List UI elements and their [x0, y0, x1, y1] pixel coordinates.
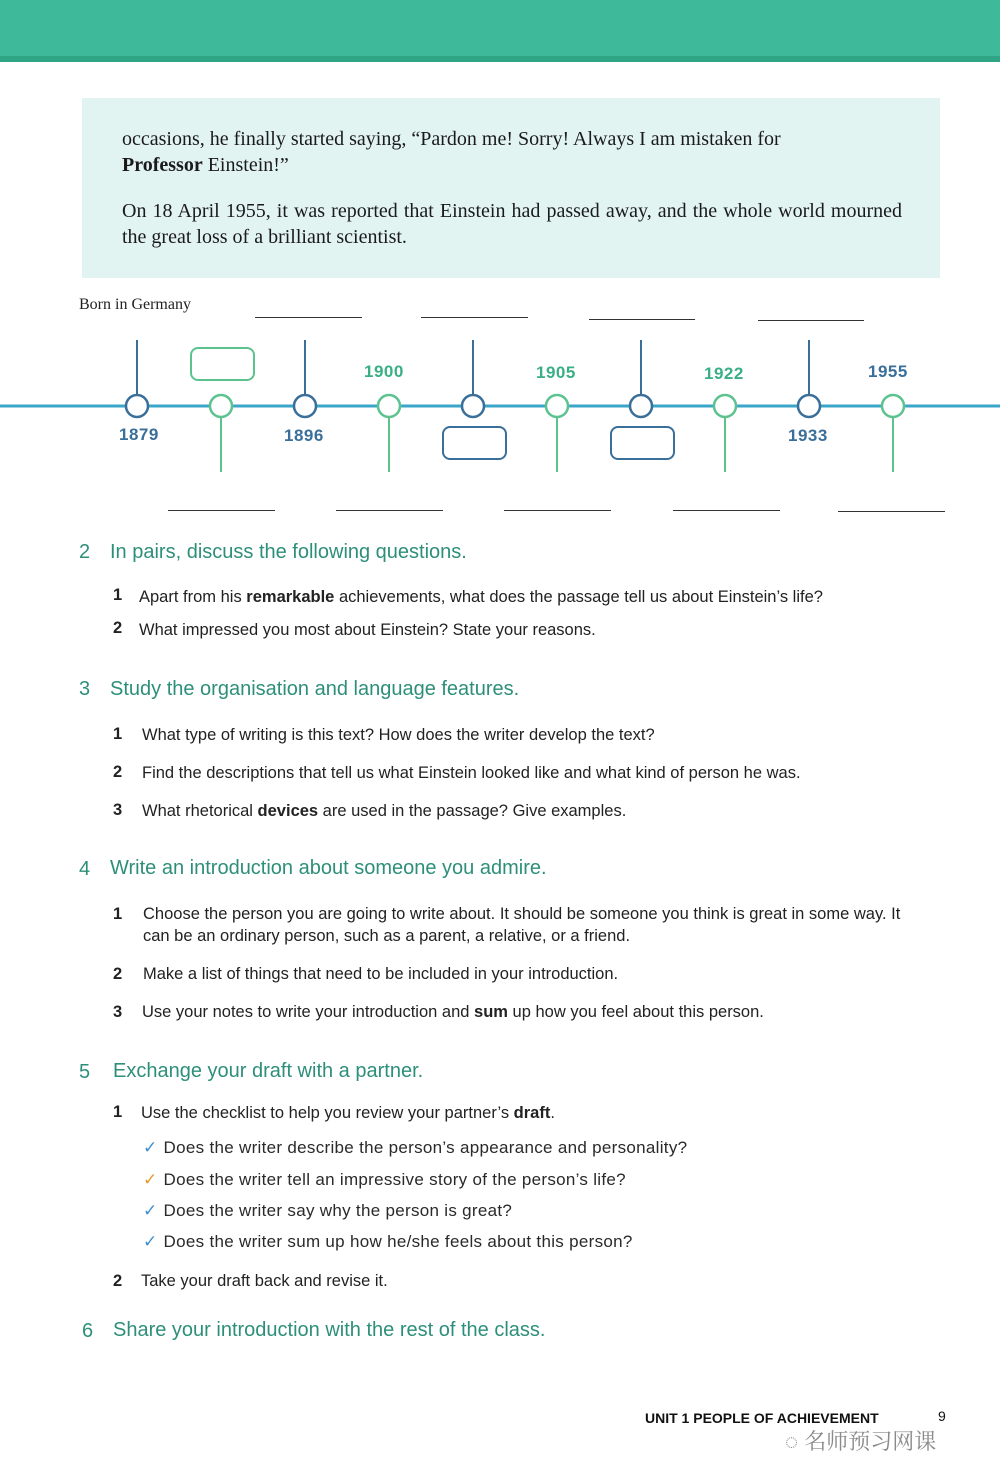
question-number: 2 [113, 1272, 123, 1290]
task-number: 3 [79, 678, 91, 700]
task-title: Exchange your draft with a partner. [113, 1060, 424, 1082]
question-fragment: Apart from his [139, 588, 247, 606]
timeline-node [714, 395, 736, 417]
timeline-year-label: 1905 [536, 363, 576, 382]
question-text [142, 1001, 922, 1023]
question-fragment: . [550, 1104, 555, 1122]
question-keyword: devices [257, 802, 319, 820]
timeline-year-label: 1922 [704, 364, 744, 383]
answer-blank-top[interactable] [421, 317, 528, 318]
footer-unit-label: UNIT 1 PEOPLE OF ACHIEVEMENT [645, 1410, 879, 1426]
task-title: In pairs, discuss the following questions. [110, 541, 467, 563]
answer-blank-top[interactable] [589, 319, 695, 320]
task-number: 4 [79, 858, 91, 880]
question-text: Find the descriptions that tell us what Einstein looked like and what kind of person he was. [142, 764, 801, 782]
task-title: Write an introduction about someone you admire. [110, 857, 547, 879]
passage-paragraph-2: On 18 April 1955, it was reported that Einstein had passed away, and the whole world mourned the great loss of a brilliant scientist. [122, 200, 902, 248]
passage-text: Einstein!” [202, 154, 289, 176]
year-answer-box [443, 427, 506, 459]
answer-blank-bottom[interactable] [504, 510, 611, 511]
watermark [785, 1425, 936, 1456]
checklist-text: Does the writer sum up how he/she feels about this person? [163, 1232, 633, 1251]
checklist-item [143, 1170, 626, 1190]
timeline-node [462, 395, 484, 417]
answer-blank-top[interactable] [758, 320, 864, 321]
question-number: 1 [113, 905, 123, 923]
question-text [141, 1102, 921, 1124]
checklist-text: Does the writer describe the person’s appearance and personality? [163, 1138, 688, 1157]
top-color-band [0, 0, 1000, 62]
answer-blank-bottom[interactable] [336, 510, 443, 511]
question-number: 1 [113, 586, 123, 604]
timeline-year-label: 1933 [788, 426, 828, 445]
question-text [142, 800, 922, 822]
timeline-diagram [0, 330, 1000, 480]
question-text: Make a list of things that need to be included in your introduction. [143, 965, 619, 983]
passage-text: occasions, he finally started saying, “Pardon me! Sorry! Always I am mistaken for [122, 128, 781, 150]
timeline-node [210, 395, 232, 417]
timeline-node [882, 395, 904, 417]
question-fragment: What rhetorical [142, 802, 258, 820]
question-fragment: up how you feel about this person. [507, 1003, 764, 1021]
timeline-year-label: 1879 [119, 425, 159, 444]
question-number: 1 [113, 1103, 123, 1121]
question-fragment: Use your notes to write your introduction and [142, 1003, 475, 1021]
task-title: Study the organisation and language features. [110, 678, 520, 700]
question-fragment: are used in the passage? Give examples. [318, 802, 627, 820]
question-fragment: Use the checklist to help you review your partner’s [141, 1104, 514, 1122]
timeline-node [294, 395, 316, 417]
checkmark-icon: ✓ [143, 1201, 158, 1220]
question-fragment: achievements, what does the passage tell us about Einstein’s life? [334, 588, 823, 606]
timeline-year-label: 1896 [284, 426, 324, 445]
answer-blank-top[interactable] [255, 317, 362, 318]
wechat-icon: ◌ [785, 1429, 799, 1454]
checklist-text: Does the writer tell an impressive story of the person’s life? [163, 1170, 626, 1189]
question-number: 3 [113, 1003, 123, 1021]
task-number: 6 [82, 1320, 94, 1342]
question-keyword: draft [513, 1104, 551, 1122]
question-number: 1 [113, 725, 123, 743]
question-number: 2 [113, 763, 123, 781]
answer-blank-bottom[interactable] [673, 510, 780, 511]
timeline-node [546, 395, 568, 417]
year-answer-box [191, 348, 254, 380]
task-number: 2 [79, 541, 91, 563]
question-text: Take your draft back and revise it. [141, 1272, 388, 1290]
question-text: What type of writing is this text? How does the writer develop the text? [142, 726, 655, 744]
timeline-born-label: Born in Germany [79, 296, 191, 313]
timeline-node [798, 395, 820, 417]
checkmark-icon: ✓ [143, 1170, 158, 1189]
checklist-item [143, 1232, 633, 1252]
checklist-item [143, 1201, 512, 1221]
question-number: 2 [113, 619, 123, 637]
question-keyword: sum [474, 1003, 508, 1021]
checklist-item [143, 1138, 687, 1158]
passage-paragraph-1 [122, 126, 902, 178]
timeline-year-label: 1955 [868, 362, 908, 381]
checkmark-icon: ✓ [143, 1232, 158, 1251]
question-keyword: remarkable [246, 588, 335, 606]
timeline-node [630, 395, 652, 417]
timeline-node [378, 395, 400, 417]
checklist-text: Does the writer say why the person is great? [163, 1201, 513, 1220]
task-title: Share your introduction with the rest of the class. [113, 1319, 546, 1341]
timeline-year-label: 1900 [364, 362, 404, 381]
passage-bold-word: Professor [122, 154, 203, 176]
watermark-text: 名师预习网课 [804, 1429, 937, 1454]
timeline-node [126, 395, 148, 417]
checkmark-icon: ✓ [143, 1138, 158, 1157]
question-text: What impressed you most about Einstein? State your reasons. [139, 621, 596, 639]
passage-box [82, 98, 940, 278]
question-text: Choose the person you are going to write about. It should be someone you think is great in some way. It can be an ordinary person, such as a parent, a relative, or a friend. [143, 905, 901, 945]
question-number: 3 [113, 801, 123, 819]
year-answer-box [611, 427, 674, 459]
question-number: 2 [113, 965, 123, 983]
page-number: 9 [938, 1408, 946, 1424]
top-band-edge [0, 56, 1000, 62]
answer-blank-bottom[interactable] [168, 510, 275, 511]
answer-blank-bottom[interactable] [838, 511, 945, 512]
question-text [139, 586, 919, 608]
task-number: 5 [79, 1061, 91, 1083]
